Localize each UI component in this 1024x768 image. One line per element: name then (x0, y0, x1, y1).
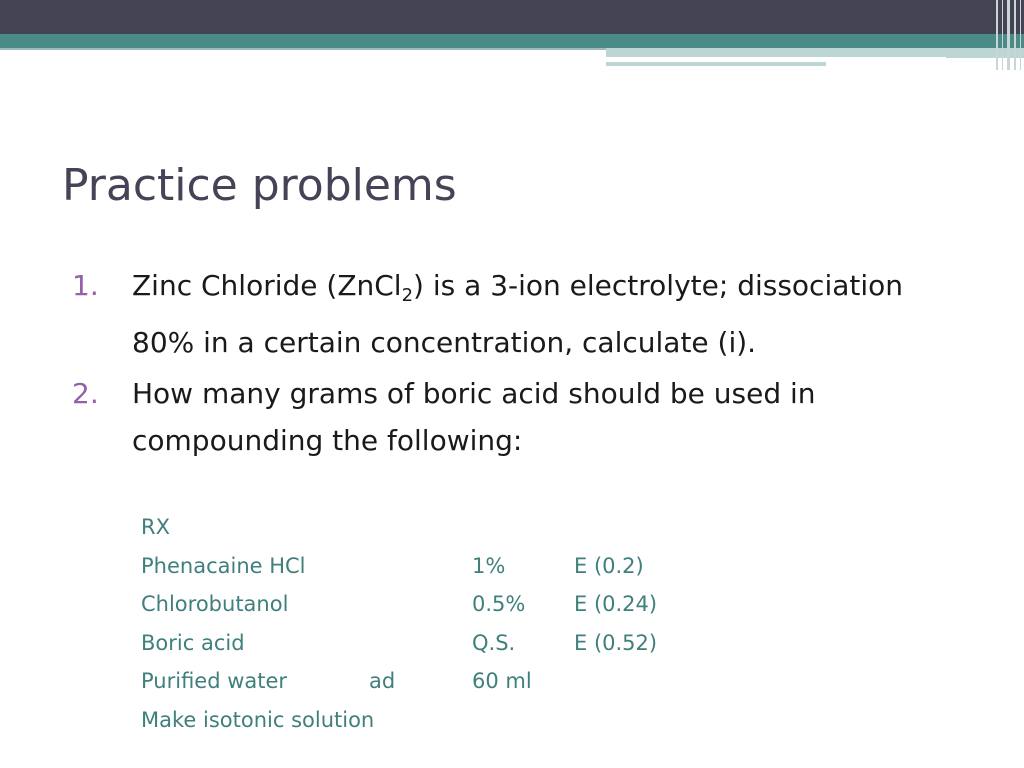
slide-title: Practice problems (62, 160, 457, 211)
header-vertical-stripes (994, 0, 1024, 70)
list-item (72, 262, 972, 366)
header-teal-band (0, 34, 1024, 48)
problem-text: How many grams of boric acid should be used in compounding the following: (132, 377, 816, 457)
header-dark-bar (0, 0, 1024, 34)
ingredient-e-value: E (0.52) (574, 630, 658, 655)
rx-heading: RX (141, 515, 170, 539)
ingredient-name: Purified water (141, 669, 288, 693)
ingredient-name: Chlorobutanol (141, 592, 289, 616)
subscript: 2 (401, 285, 414, 306)
problem-text-part: Zinc Chloride (ZnCl (132, 269, 402, 302)
problem-text (132, 269, 903, 359)
ingredient-amount: 1% (472, 553, 506, 578)
list-number: 2. (72, 377, 99, 410)
header-short-line (606, 62, 826, 66)
list-number: 1. (72, 269, 99, 302)
header-thin-line (0, 48, 606, 50)
ingredient-name: Boric acid (141, 630, 245, 655)
ingredient-e-value: E (0.24) (574, 592, 658, 616)
ingredient-ad: ad (369, 669, 396, 693)
rx-footer: Make isotonic solution (141, 707, 375, 732)
ingredient-amount: 0.5% (472, 592, 526, 616)
list-item (72, 370, 972, 464)
ingredient-amount: 60 ml (472, 669, 532, 693)
ingredient-amount: Q.S. (472, 630, 516, 655)
problem-text-part: ) is a 3-ion electrolyte; dissociation 80% in a certain concentration, calculate (i). (132, 269, 904, 359)
ingredient-e-value: E (0.2) (574, 553, 644, 578)
ingredient-name: Phenacaine HCl (141, 553, 306, 578)
header-white-line (606, 57, 946, 59)
problem-list (72, 262, 972, 468)
